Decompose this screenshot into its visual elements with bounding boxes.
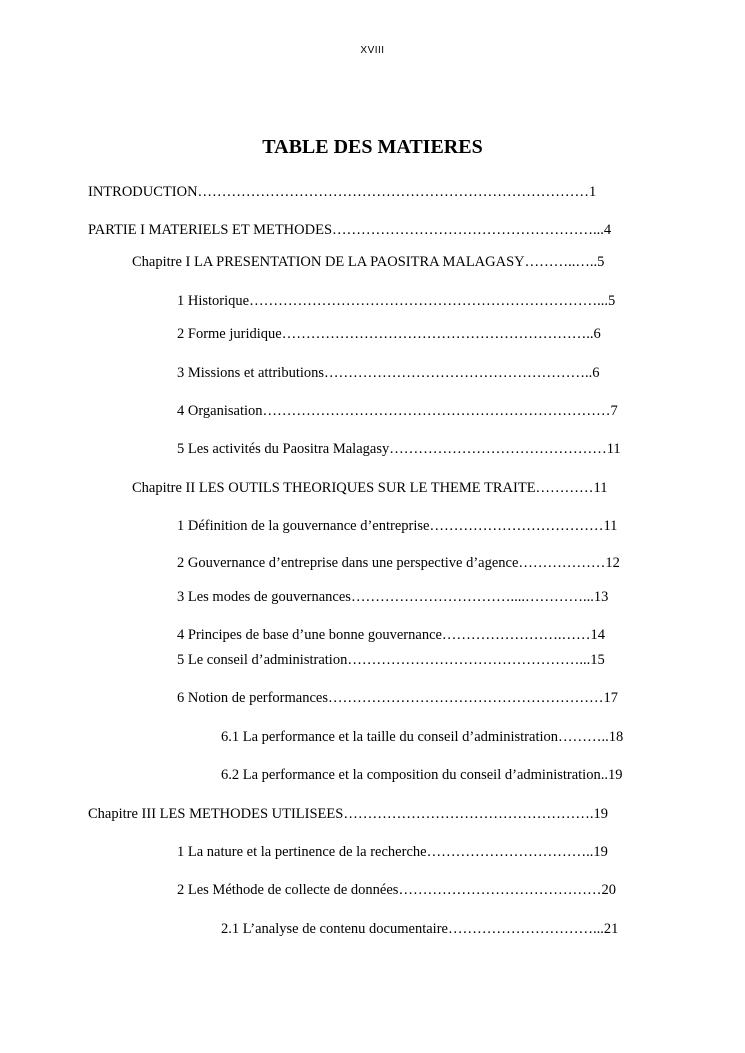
toc-entry-modes: 3 Les modes de gouvernances……………………………....…………...13 xyxy=(177,589,609,605)
toc-entry-chapitre-2: Chapitre II LES OUTILS THEORIQUES SUR LE THEME TRAITE…………11 xyxy=(132,480,608,496)
toc-entry-conseil: 5 Le conseil d’administration…………………………………………...15 xyxy=(177,652,605,668)
toc-entry-activites: 5 Les activités du Paositra Malagasy………………………………………11 xyxy=(177,441,621,457)
toc-entry-nature: 1 La nature et la pertinence de la recherche……………………………..19 xyxy=(177,844,608,860)
toc-entry-chapitre-3: Chapitre III LES METHODES UTILISEES…………………………………………….19 xyxy=(88,806,608,822)
page-number: XVIII xyxy=(360,45,385,56)
toc-entry-gouvernance-agence: 2 Gouvernance d’entreprise dans une perspective d’agence………………12 xyxy=(177,555,620,571)
toc-entry-organisation: 4 Organisation………………………………………………………………7 xyxy=(177,403,618,419)
toc-entry-notion: 6 Notion de performances…………………………………………………17 xyxy=(177,690,618,706)
toc-entry-collecte: 2 Les Méthode de collecte de données……………………………………20 xyxy=(177,882,616,898)
toc-entry-principes: 4 Principes de base d’une bonne gouvernance…………………….……14 xyxy=(177,627,606,643)
toc-entry-historique: 1 Historique………………………………………………………………...5 xyxy=(177,293,616,309)
toc-entry-chapitre-1: Chapitre I LA PRESENTATION DE LA PAOSITRA MALAGASY………..…..5 xyxy=(132,254,605,270)
toc-entry-analyse: 2.1 L’analyse de contenu documentaire…………………………...21 xyxy=(221,921,619,937)
toc-entry-partie-1: PARTIE I MATERIELS ET METHODES………………………………………………...4 xyxy=(88,222,612,238)
toc-entry-taille: 6.1 La performance et la taille du conseil d’administration………..18 xyxy=(221,729,624,745)
toc-entry-forme-juridique: 2 Forme juridique………………………………………………………..6 xyxy=(177,326,601,342)
toc-title: TABLE DES MATIERES xyxy=(262,136,483,158)
toc-entry-composition: 6.2 La performance et la composition du conseil d’administration..19 xyxy=(221,767,623,783)
toc-entry-definition: 1 Définition de la gouvernance d’entreprise………………………………11 xyxy=(177,518,618,534)
toc-entry-missions: 3 Missions et attributions………………………………………………..6 xyxy=(177,365,600,381)
toc-entry-introduction: INTRODUCTION………………………………………………………………………1 xyxy=(88,184,597,200)
